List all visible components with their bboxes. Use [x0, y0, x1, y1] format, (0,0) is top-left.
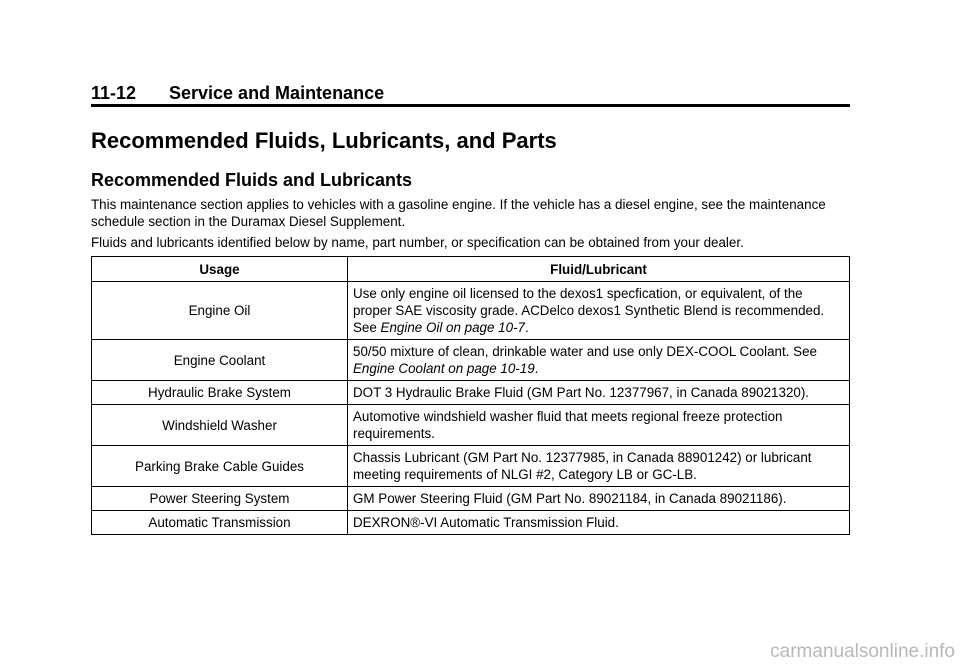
usage-cell: Power Steering System: [92, 487, 348, 511]
header-rule: [91, 104, 850, 107]
table-row: [92, 340, 850, 381]
table-row: [92, 511, 850, 535]
table-row: [92, 381, 850, 405]
usage-cell: Engine Oil: [92, 282, 348, 340]
table-header-row: [92, 257, 850, 282]
watermark-text: carmanualsonline.info: [770, 641, 955, 662]
table-row: [92, 282, 850, 340]
usage-cell: Engine Coolant: [92, 340, 348, 381]
section-heading: Recommended Fluids and Lubricants: [91, 170, 413, 190]
cross-reference-link[interactable]: Engine Oil on page 10-7: [380, 320, 525, 335]
fluid-cell: [348, 282, 850, 340]
fluid-cell: GM Power Steering Fluid (GM Part No. 89021184, in Canada 89021186).: [348, 487, 850, 511]
table-row: [92, 405, 850, 446]
dealer-paragraph: Fluids and lubricants identified below by name, part number, or specification can be obtained from your dealer.: [91, 235, 744, 250]
usage-cell: Parking Brake Cable Guides: [92, 446, 348, 487]
table-row: [92, 446, 850, 487]
cross-reference-link[interactable]: Engine Coolant on page 10-19: [353, 361, 535, 376]
running-header: [91, 82, 850, 104]
fluid-cell: DEXRON®-VI Automatic Transmission Fluid.: [348, 511, 850, 535]
table-row: [92, 487, 850, 511]
fluid-text: Use only engine oil licensed to the dexos1 specfication, or equivalent, of the proper SAE viscosity grade. ACDelco dexos1 Synthetic Blend is recommended. See: [353, 286, 825, 335]
fluid-cell: DOT 3 Hydraulic Brake Fluid (GM Part No. 12377967, in Canada 89021320).: [348, 381, 850, 405]
page-number: 11-12: [91, 83, 137, 103]
fluid-text-tail: .: [524, 320, 529, 335]
usage-cell: Windshield Washer: [92, 405, 348, 446]
fluid-cell: Automotive windshield washer fluid that meets regional freeze protection requirements.: [348, 405, 850, 446]
intro-paragraph: This maintenance section applies to vehicles with a gasoline engine. If the vehicle has a diesel engine, see the maintenance schedule section in the Duramax Diesel Supplement.: [91, 197, 826, 229]
column-header-usage: Usage: [92, 257, 348, 282]
fluid-text-tail: .: [534, 361, 539, 376]
page-title: Recommended Fluids, Lubricants, and Parts: [91, 128, 557, 153]
section-title: Service and Maintenance: [169, 83, 385, 103]
column-header-fluid: Fluid/Lubricant: [348, 257, 850, 282]
fluid-cell: [348, 340, 850, 381]
fluids-table: [91, 256, 850, 535]
fluid-cell: Chassis Lubricant (GM Part No. 12377985, in Canada 88901242) or lubricant meeting requirements of NLGI #2, Category LB or GC-LB.: [348, 446, 850, 487]
usage-cell: Hydraulic Brake System: [92, 381, 348, 405]
usage-cell: Automatic Transmission: [92, 511, 348, 535]
fluid-text: 50/50 mixture of clean, drinkable water and use only DEX-COOL Coolant. See: [353, 344, 817, 359]
